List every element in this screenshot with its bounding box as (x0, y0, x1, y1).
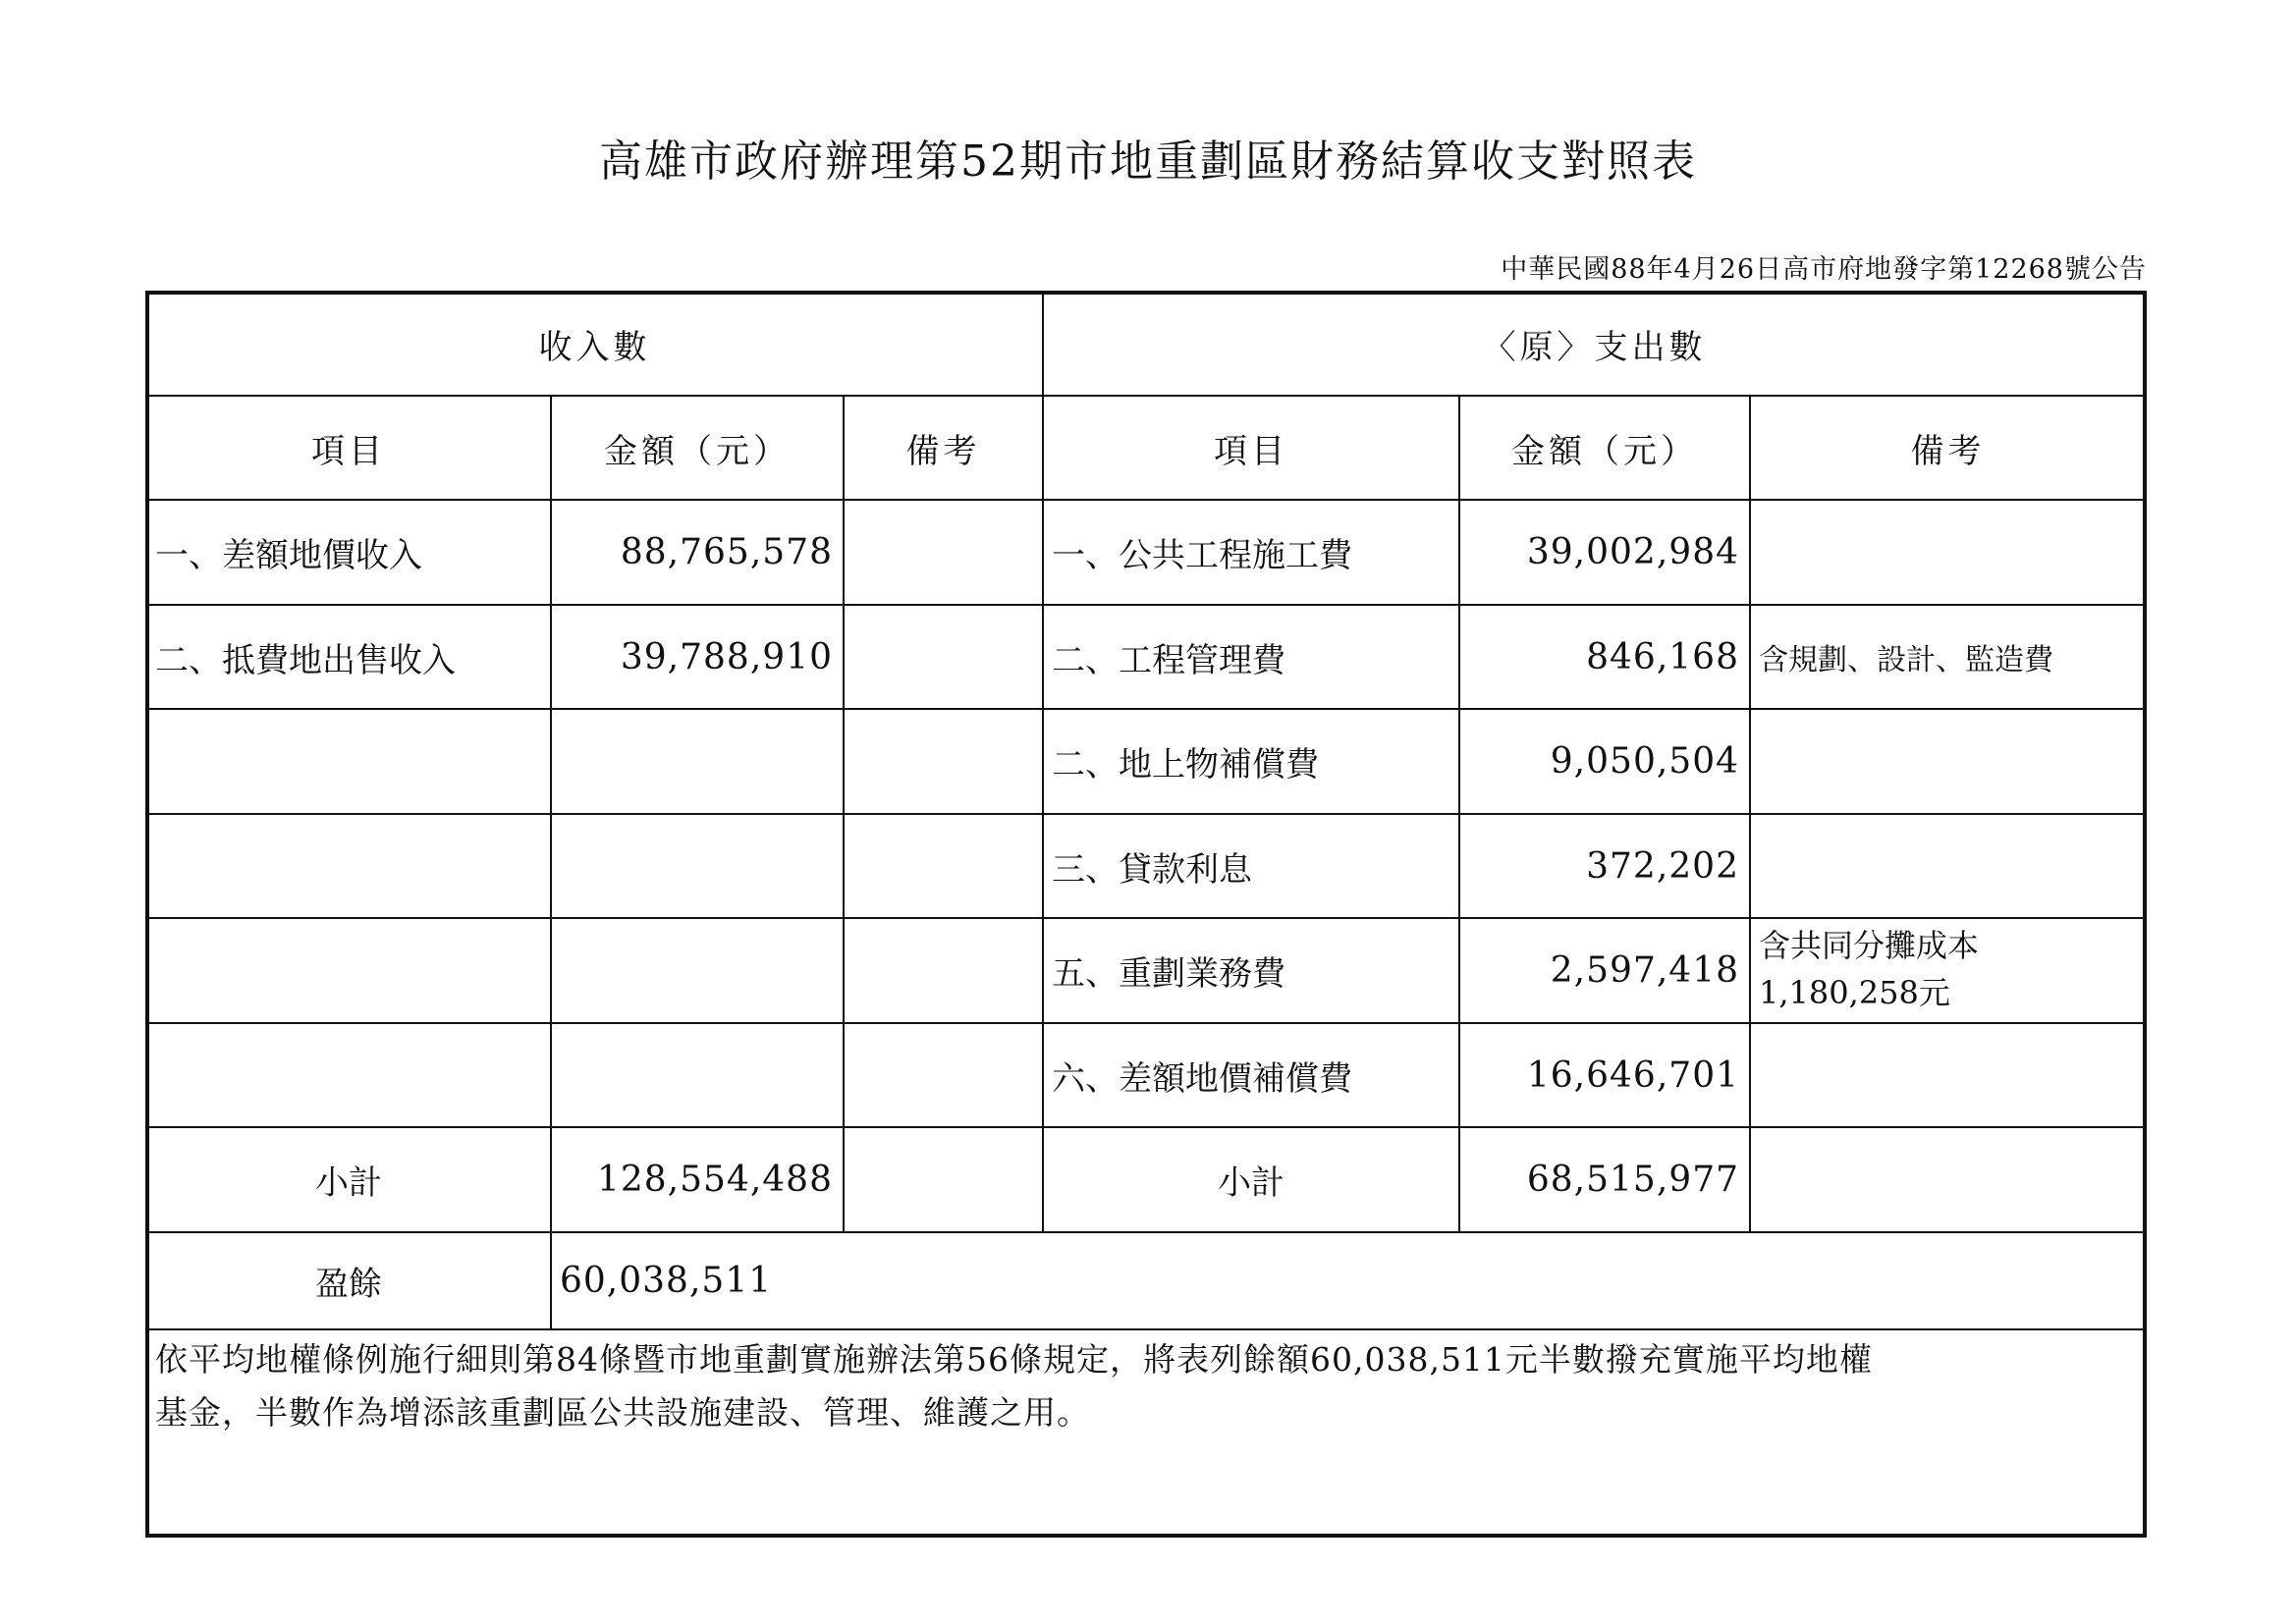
income-amount: 39,788,910 (620, 636, 833, 677)
income-amount-header: 金額（元） (604, 431, 791, 471)
income-item-header: 項目 (311, 431, 386, 471)
footnote (155, 1333, 2129, 1439)
column-divider (1749, 395, 1751, 1231)
expense-item: 五、重劃業務費 (1052, 954, 1285, 994)
expense-amount: 39,002,984 (1526, 532, 1739, 572)
expense-subtotal-label: 小計 (1218, 1163, 1285, 1203)
expense-subtotal-amount: 68,515,977 (1526, 1160, 1739, 1200)
announcement-reference: 中華民國88年4月26日高市府地發字第12268號公告 (1501, 254, 2147, 285)
expense-amount: 2,597,418 (1550, 950, 1739, 991)
expense-item: 二、工程管理費 (1052, 640, 1285, 680)
expense-item: 一、公共工程施工費 (1052, 536, 1352, 575)
income-subtotal-amount: 128,554,488 (596, 1160, 833, 1200)
income-item: 二、抵費地出售收入 (155, 640, 456, 680)
expense-amount: 9,050,504 (1550, 741, 1739, 782)
expense-item: 三、貸款利息 (1052, 849, 1252, 890)
surplus-label: 盈餘 (315, 1265, 382, 1304)
row-divider (147, 1328, 2145, 1330)
expense-section-header: 〈原〉支出數 (1482, 327, 1707, 367)
expense-amount: 372,202 (1586, 845, 1739, 887)
expense-item: 二、地上物補償費 (1052, 745, 1319, 784)
income-remark-header: 備考 (905, 431, 981, 471)
income-amount: 88,765,578 (620, 532, 833, 572)
income-subtotal-label: 小計 (315, 1163, 382, 1203)
income-section-header: 收入數 (538, 327, 651, 367)
expense-amount: 846,168 (1586, 636, 1739, 677)
footnote-line: 依平均地權條例施行細則第84條暨市地重劃實施辦法第56條規定，將表列餘額60,038,511元半數撥充實施平均地權 (155, 1340, 1873, 1379)
footnote-line: 基金，半數作為增添該重劃區公共設施建設、管理、維護之用。 (155, 1393, 1090, 1432)
expense-item-header: 項目 (1214, 431, 1288, 471)
expense-remark-header: 備考 (1910, 431, 1986, 471)
column-divider (843, 395, 845, 1231)
expense-remark-line: 1,180,258元 (1759, 974, 1950, 1011)
surplus-amount: 60,038,511 (560, 1261, 773, 1301)
expense-remark-line: 含共同分攤成本 (1759, 927, 1980, 964)
income-item: 一、差額地價收入 (155, 536, 422, 575)
expense-remark: 含規劃、設計、監造費 (1759, 643, 2053, 677)
expense-amount-header: 金額（元） (1511, 431, 1698, 471)
document-title: 高雄市政府辦理第52期市地重劃區財務結算收支對照表 (599, 136, 1697, 187)
expense-item: 六、差額地價補償費 (1052, 1058, 1352, 1099)
expense-amount: 16,646,701 (1526, 1055, 1739, 1096)
